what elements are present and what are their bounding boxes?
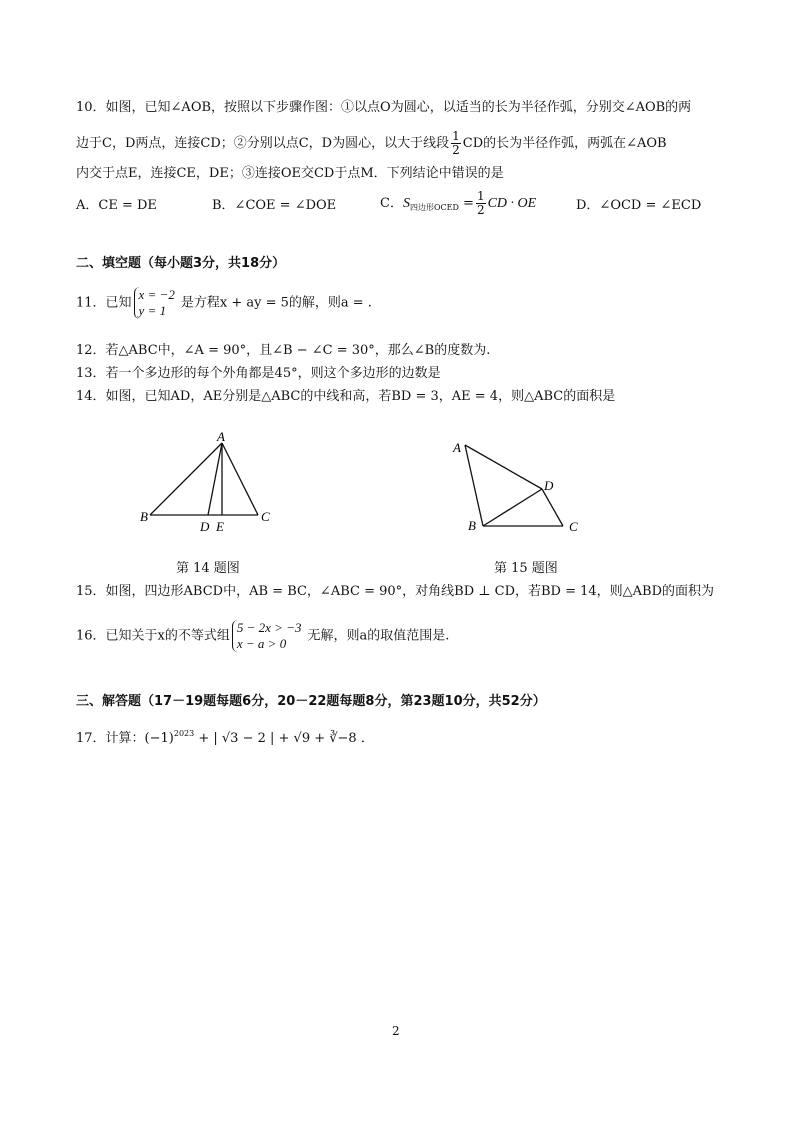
- q10-option-c-fraction: $\frac{1}{2}$: [476, 189, 485, 217]
- q15: 15．如图，四边形ABCD中，AB = BC，∠ABC = 90°，对角线BD ⊥ CD，若BD = 14，则△ABD的面积为: [76, 584, 715, 599]
- q10-half-fraction: $\frac{1}{2}$: [452, 129, 460, 157]
- q14: 14．如图，已知AD，AE分别是△ABC的中线和高，若BD = 3，AE = 4，则△ABC的面积是: [76, 389, 616, 404]
- q10-option-a: A．CE = DE: [76, 198, 157, 213]
- page-number: 2: [392, 1024, 400, 1038]
- q17-rest: + | √3 − 2 | + √9 + ∛−8 ．: [194, 731, 374, 746]
- fig14-label-e: E: [216, 519, 224, 534]
- fig15-label-a: A: [453, 440, 461, 455]
- q16: [76, 620, 449, 652]
- figure-14: [130, 425, 290, 540]
- fig15-label-d: D: [544, 478, 554, 493]
- fig14-label-b: B: [140, 509, 148, 524]
- q10-option-c-label: C．: [380, 196, 403, 211]
- q11-post: 是方程x + ay = 5的解，则a = .: [180, 295, 372, 311]
- q10-line1: 10．如图，已知∠AOB，按照以下步骤作图：①以点O为圆心，以适当的长为半径作弧，分别交∠AOB的两: [76, 100, 692, 115]
- q10-option-c-s: S: [402, 196, 410, 211]
- q10-line2b: CD的长为半径作弧，两弧在∠AOB: [462, 136, 667, 151]
- q10-line3: 内交于点E，连接CE，DE；③连接OE交CD于点M．下列结论中错误的是: [76, 166, 504, 181]
- q10-line2: [76, 130, 667, 157]
- q10-option-c: [380, 190, 536, 218]
- q10-option-c-rest: CD · OE: [487, 196, 537, 211]
- fig14-label-a: A: [217, 429, 225, 444]
- section2-title: 二、填空题（每小题3分，共18分）: [76, 256, 286, 271]
- q10-line2a: 边于C，D两点，连接CD；②分别以点C，D为圆心，以大于线段: [76, 136, 450, 151]
- section3-title: 三、解答题（17－19题每题6分，20－22题每题8分，第23题10分，共52分）: [76, 694, 546, 709]
- q11-pre: 11．已知: [76, 295, 132, 311]
- q16-system: 5 − 2x > −3 x − a > 0: [232, 620, 306, 652]
- q16-post: 无解，则a的取值范围是.: [307, 628, 450, 644]
- fig14-label-c: C: [261, 509, 270, 524]
- fig14-caption: 第 14 题图: [176, 561, 240, 576]
- q10-option-d: D．∠OCD = ∠ECD: [576, 198, 702, 213]
- fig15-label-b: B: [468, 518, 476, 533]
- fig15-caption: 第 15 题图: [494, 561, 558, 576]
- q13: 13．若一个多边形的每个外角都是45°，则这个多边形的边数是: [76, 366, 441, 381]
- q10-option-b: B．∠COE = ∠DOE: [212, 198, 337, 213]
- q11: [76, 287, 372, 319]
- q16-pre: 16．已知关于x的不等式组: [76, 628, 230, 644]
- q11-system: x = −2 y = 1: [134, 287, 179, 319]
- q10-option-c-eq: =: [463, 196, 474, 211]
- q17: [76, 724, 374, 749]
- fig15-label-c: C: [569, 519, 578, 534]
- q10-option-c-sub: 四边形OCED: [409, 203, 459, 212]
- figure-15: [450, 435, 590, 540]
- q17-exponent: 2023: [173, 729, 195, 738]
- q12: 12．若△ABC中，∠A = 90°，且∠B − ∠C = 30°，那么∠B的度数为.: [76, 343, 491, 358]
- q17-pre: 17．计算：(−1): [76, 731, 174, 746]
- fig14-label-d: D: [200, 519, 210, 534]
